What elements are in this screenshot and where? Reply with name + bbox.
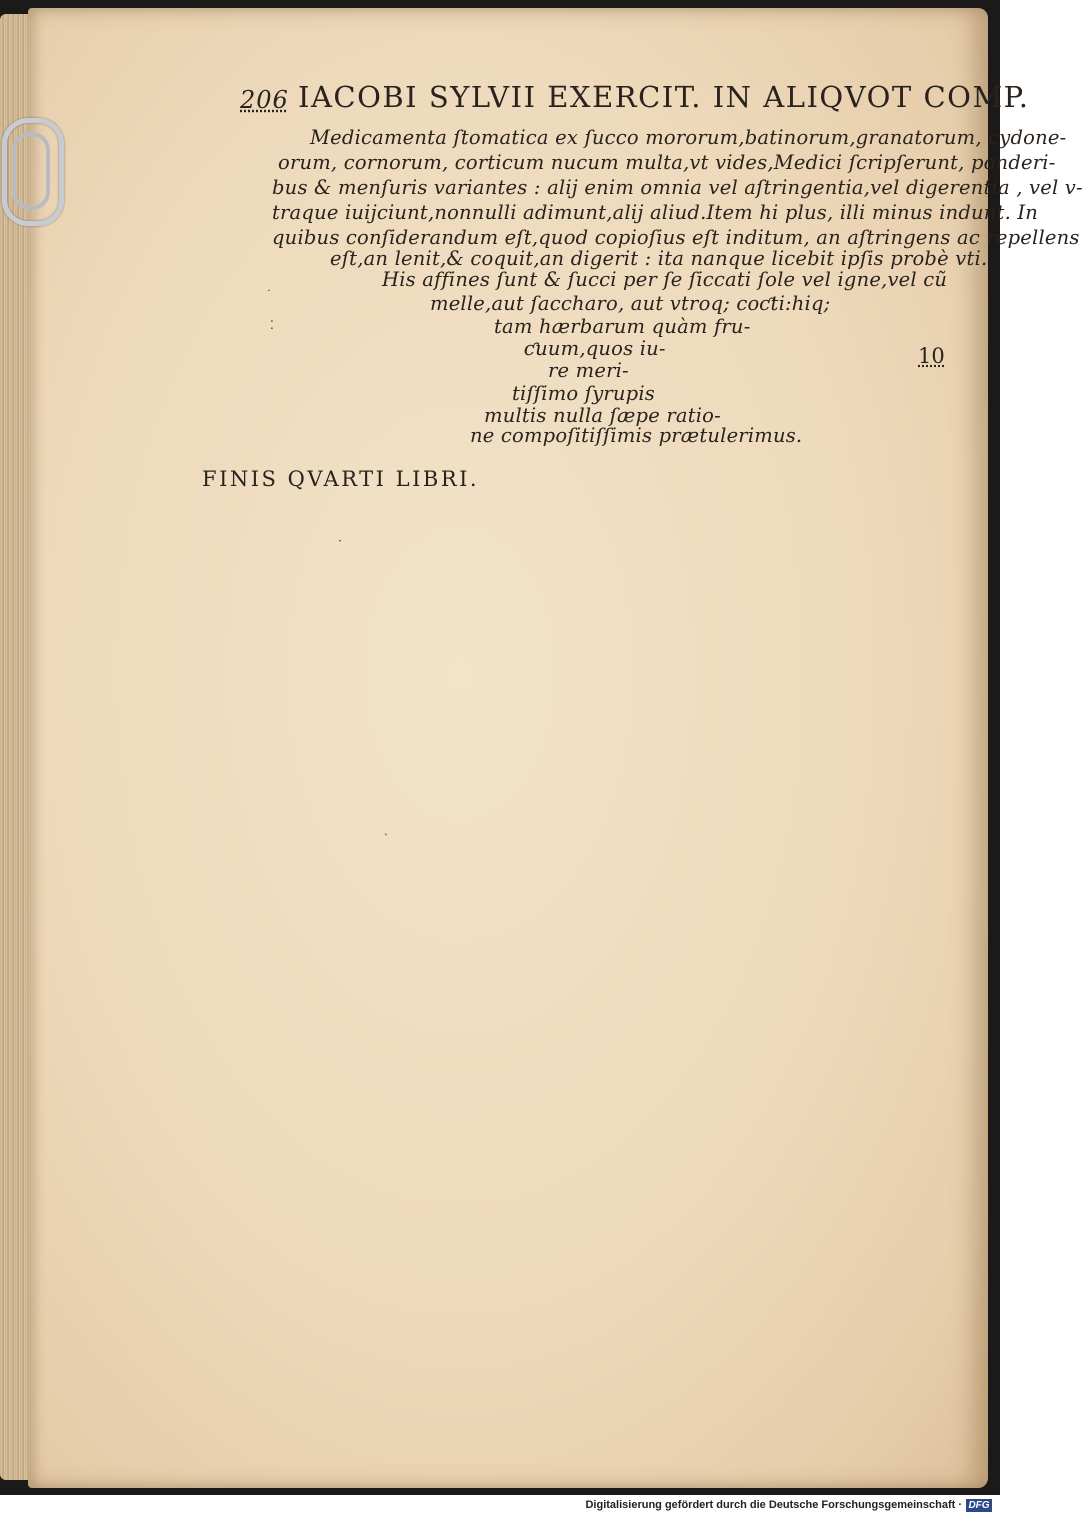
text-line: bus & menſuris variantes : alij enim omnia vel aſtringentia,vel digerentia , vel v- <box>272 176 1083 199</box>
paper-clip-inner-loop <box>12 132 50 210</box>
running-head: IACOBI SYLVII EXERCIT. IN ALIQVOT COMP. <box>298 80 1030 114</box>
text-line: ƈuum,quos iu- <box>524 337 666 360</box>
text-line: ne compoſitiſſimis prætulerimus. <box>470 424 803 447</box>
dfg-logo: DFG <box>966 1499 992 1512</box>
ink-speck: ⁚ <box>270 318 274 332</box>
text-line: re meri- <box>548 359 629 382</box>
colophon-heading: FINIS QVARTI LIBRI. <box>202 467 480 491</box>
page-number: 206 <box>240 86 289 114</box>
text-line: His affines ſunt & ſucci per ſe ſiccati ſole vel igne,vel cũ <box>382 268 948 291</box>
text-line: traque iuijciunt,nonnulli adimunt,alij aliud.Item hi plus, illi minus indunt. In <box>272 201 1039 224</box>
ink-speck: ˙ <box>266 288 272 302</box>
text-line: quibus conſiderandum eſt,quod copioſius eſt inditum, an aſtringens ac repellens <box>272 226 1080 249</box>
ink-speck: · <box>338 534 342 548</box>
ink-speck: ˎ <box>384 822 388 836</box>
text-line: orum, cornorum, corticum nucum multa,vt vides,Medici ſcripſerunt, ponderi- <box>278 151 1056 174</box>
text-line: tam hærbarum quàm fru- <box>494 315 751 338</box>
text-line: multis nulla ſæpe ratio- <box>484 404 721 427</box>
text-line: eſt,an lenit,& coquit,an digerit : ita nanque licebit ipſis probè vti. <box>330 247 988 270</box>
text-line: tiſſimo ſyrupis <box>512 382 656 405</box>
digitization-credit: Digitalisierung gefördert durch die Deutsche Forschungsgemeinschaft · <box>585 1499 962 1511</box>
text-line: Medicamenta ſtomatica ex ſucco mororum,batinorum,granatorum, cydone- <box>310 126 1067 149</box>
footer-bar <box>0 1495 1000 1517</box>
margin-line-number: 10 <box>918 344 945 368</box>
text-line: melle,aut ſaccharo, aut vtroq; coƈti:hiq; <box>430 292 831 315</box>
